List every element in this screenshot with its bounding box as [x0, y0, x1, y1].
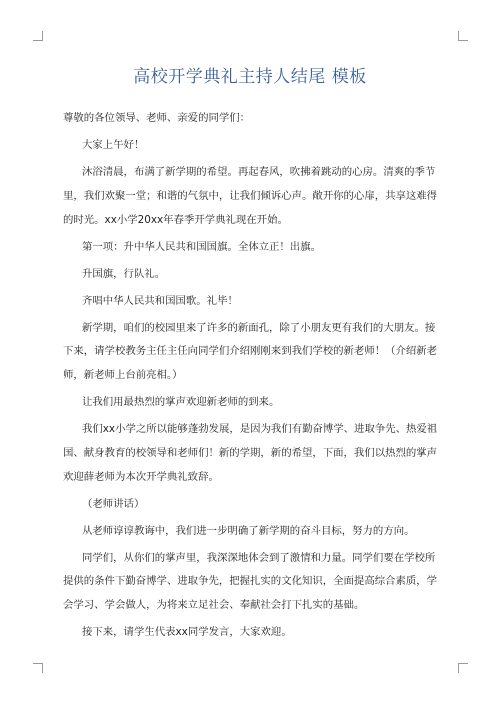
crop-mark-top-left: [33, 31, 43, 41]
salutation-paragraph: 尊敬的各位领导、老师、亲爱的同学们：: [63, 112, 251, 124]
body-paragraph: （老师讲话）: [82, 497, 145, 510]
body-paragraph: 沐浴清晨，布满了新学期的希望。再起春风，吹拂着跳动的心房。清爽的季节里，我们欢聚一堂；和谐的气氛中，让我们倾诉心声。敞开你的心扉，共享这难得的时光。xx小学20xx年春季开学典礼现在开始。: [63, 165, 438, 226]
body-paragraph: 同学们，从你们的掌声里，我深深地体会到了激情和力量。同学们要在学校所提供的条件下勤奋博学、进取争先，把握扎实的文化知识，全面提高综合素质，学会学习、学会做人，为将来立足社会、奉献社会打下扎实的基础。: [63, 551, 438, 612]
body-paragraph: 接下来，请学生代表xx同学发言，大家欢迎。: [82, 626, 292, 639]
crop-mark-bottom-right: [458, 663, 468, 673]
body-paragraph: 升国旗，行队礼。: [82, 267, 166, 280]
body-paragraph: 齐唱中华人民共和国国歌。礼毕！: [82, 294, 238, 307]
body-paragraph: 我们xx小学之所以能够蓬勃发展，是因为我们有勤奋博学、进取争先、热爱祖国、献身教育的校领导和老师们！新的学期，新的希望，下面，我们以热烈的掌声欢迎薛老师为本次开学典礼致辞。: [63, 423, 438, 483]
crop-mark-top-right: [458, 31, 468, 41]
body-paragraph: 第一项：升中华人民共和国国旗。全体立正！出旗。: [82, 240, 321, 253]
document-body: [63, 107, 441, 648]
body-paragraph: 大家上午好！: [82, 138, 145, 151]
body-paragraph: 让我们用最热烈的掌声欢迎新老师的到来。: [82, 396, 280, 409]
crop-mark-bottom-left: [33, 663, 43, 673]
body-paragraph: 从老师谆谆教诲中，我们进一步明确了新学期的奋斗目标，努力的方向。: [82, 524, 415, 537]
document-title: 高校开学典礼主持人结尾 模板: [133, 67, 367, 87]
body-paragraph: 新学期，咱们的校园里来了许多的新面孔，除了小朋友更有我们的大朋友。接下来，请学校教务主任主任向同学们介绍刚刚来到我们学校的新老师！（介绍新老师，新老师上台前亮相。）: [63, 321, 438, 382]
